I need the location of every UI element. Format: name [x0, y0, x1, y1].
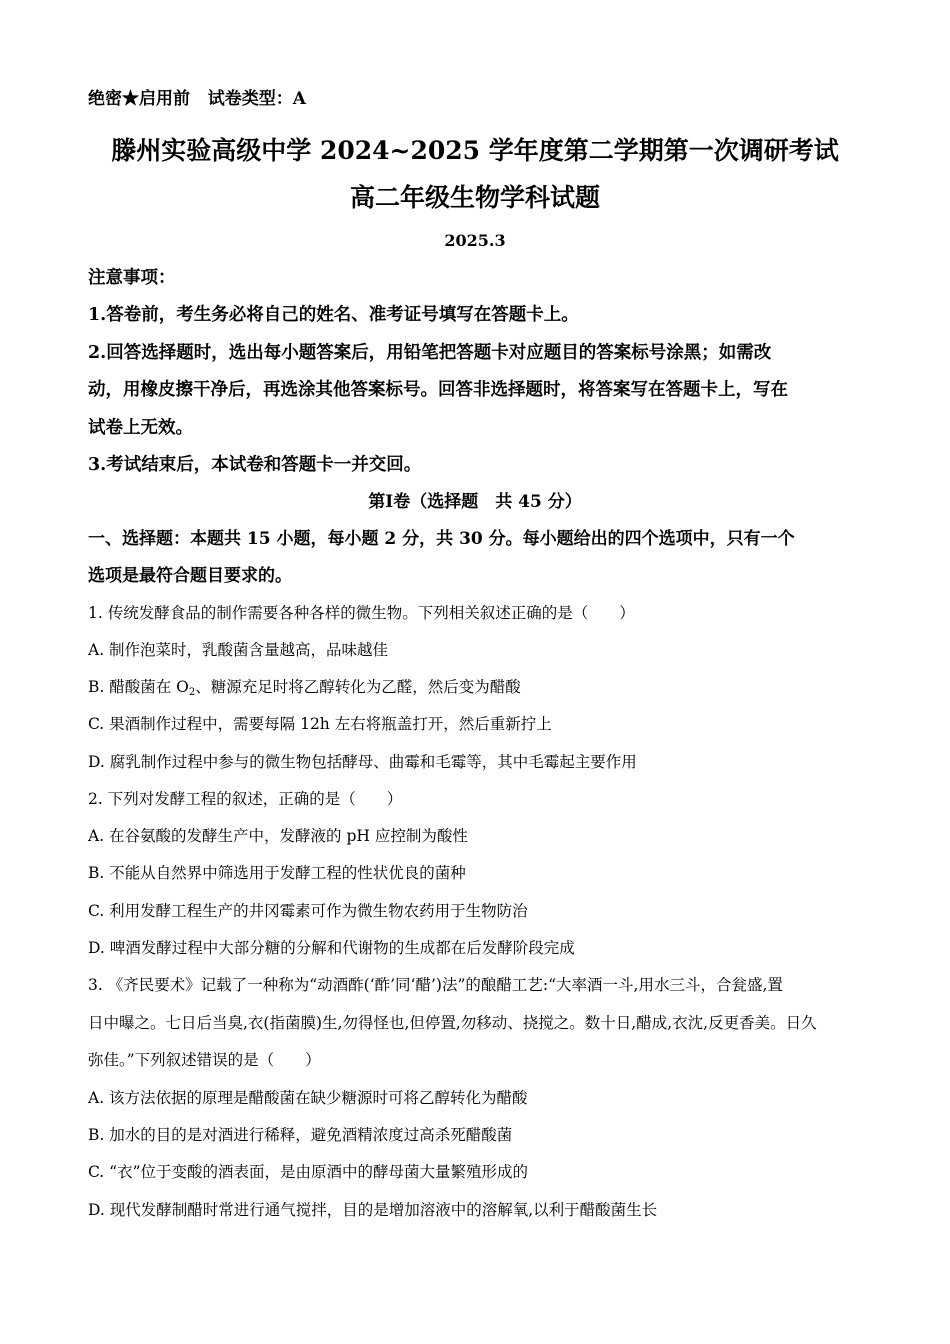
option-c: C. “衣”位于变酸的酒表面，是由原酒中的酵母菌大量繁殖形成的	[88, 1163, 529, 1181]
notice-item: 3.考试结束后，本试卷和答题卡一并交回。	[88, 455, 422, 475]
question-stem: 2. 下列对发酵工程的叙述，正确的是（ ）	[88, 790, 403, 808]
paper-type-label: 试卷类型：A	[207, 89, 306, 109]
exam-date: 2025.3	[444, 231, 506, 250]
notice-item: 1.答卷前，考生务必将自己的姓名、准考证号填写在答题卡上。	[88, 305, 579, 325]
option-d: D. 啤酒发酵过程中大部分糖的分解和代谢物的生成都在后发酵阶段完成	[88, 939, 575, 957]
section-title: 选项是最符合题目要求的。	[88, 566, 292, 586]
option-a: A. 该方法依据的原理是醋酸菌在缺少糖源时可将乙醇转化为醋酸	[88, 1089, 528, 1107]
exam-header	[88, 91, 306, 108]
question-stem: 日中曝之。七日后当臭,衣(指菌膜)生,勿得怪也,但停置,勿移动、挠搅之。数十日,醋成,衣沈,反更香美。日久	[88, 1014, 817, 1032]
option-b: B. 醋酸菌在 $O_2$、糖源充足时将乙醇转化为乙醛，然后变为醋酸	[88, 678, 521, 698]
option-b: B. 不能从自然界中筛选用于发酵工程的性状优良的菌种	[88, 864, 466, 882]
option-d: D. 现代发酵制醋时常进行通气搅拌，目的是增加溶液中的溶解氧,以利于醋酸菌生长	[88, 1201, 658, 1219]
exam-title: 滕州实验高级中学 2024~2025 学年度第二学期第一次调研考试	[111, 136, 839, 165]
option-c: C. 利用发酵工程生产的井冈霉素可作为微生物农药用于生物防治	[88, 902, 528, 920]
notice-item: 试卷上无效。	[88, 418, 193, 438]
option-b: B. 加水的目的是对酒进行稀释，避免酒精浓度过高杀死醋酸菌	[88, 1126, 513, 1144]
option-c: C. 果酒制作过程中，需要每隔 12h 左右将瓶盖打开，然后重新拧上	[88, 715, 552, 733]
confidential-label: 绝密★启用前	[88, 89, 190, 109]
notice-item: 2.回答选择题时，选出每小题答案后，用铅笔把答题卡对应题目的答案标号涂黑；如需改	[88, 343, 772, 363]
exam-subtitle: 高二年级生物学科试题	[349, 183, 600, 212]
notice-heading: 注意事项：	[88, 268, 176, 288]
option-d: D. 腐乳制作过程中参与的微生物包括酵母、曲霉和毛霉等，其中毛霉起主要作用	[88, 753, 637, 771]
option-a: A. 制作泡菜时，乳酸菌含量越高，品味越佳	[88, 641, 389, 659]
question-stem: 1. 传统发酵食品的制作需要各种各样的微生物。下列相关叙述正确的是（ ）	[88, 604, 635, 622]
option-a: A. 在谷氨酸的发酵生产中，发酵液的 pH 应控制为酸性	[88, 827, 468, 845]
question-stem: 弥佳。”下列叙述错误的是（ ）	[88, 1051, 321, 1069]
section-title: 一、选择题：本题共 15 小题，每小题 2 分，共 30 分。每小题给出的四个选项中，只有一个	[88, 529, 795, 549]
notice-item: 动，用橡皮擦干净后，再选涂其他答案标号。回答非选择题时，将答案写在答题卡上，写在	[88, 380, 788, 400]
question-stem: 3. 《齐民要术》记载了一种称为“动酒酢(‘酢’同‘醋’)法”的酿醋工艺:“大率酒一斗,用水三斗，合瓮盛,置	[88, 976, 783, 994]
part-title: 第Ⅰ卷（选择题 共 45 分）	[368, 492, 582, 512]
